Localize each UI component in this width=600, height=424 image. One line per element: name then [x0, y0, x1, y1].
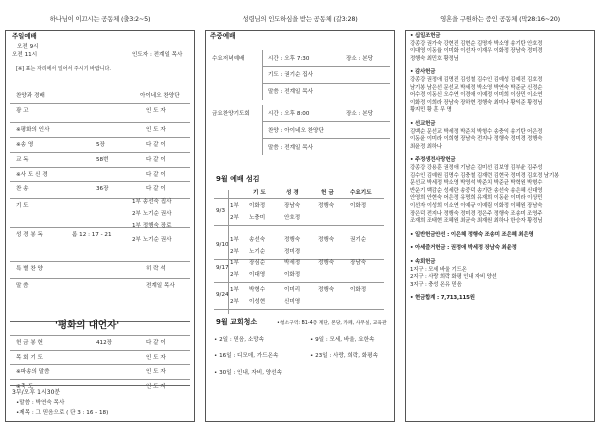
- row-divider: [10, 385, 190, 386]
- offering-section: [410, 121, 588, 151]
- offering-names: 3지구 : 충성 온유 믿음: [410, 281, 462, 288]
- order-item-value: 2부 노기순 권사: [132, 237, 172, 243]
- duty-date: 9/3: [216, 208, 226, 214]
- offering-names: 김수인 김예원 김명수 김충철 김재련 김현국 정미경 김호정 남기봉: [410, 172, 560, 179]
- offering-section: [410, 245, 588, 253]
- offering-title: • 현금합계 : 7,713,115원: [410, 295, 475, 302]
- duty-header-offering: 헌 금: [321, 190, 334, 196]
- order-item-value: 2부 노기순 권사: [132, 211, 172, 217]
- fri-praise: 찬양 : 아이네오 찬양단: [268, 128, 324, 134]
- clean-item: • 16일 : 디모데, 가드온속: [214, 353, 279, 359]
- offering-names: 이선자 이성희 이소연 이예규 이예림 이화정 이혜원 장남숙: [410, 202, 543, 209]
- duty-cell: 1부: [230, 203, 239, 209]
- row-divider: [10, 181, 190, 182]
- offering-names: 황지민 황 훈 무 명: [410, 107, 452, 114]
- wed-service-name: 수요저녁예배: [212, 56, 245, 62]
- order-item-label: ※사 도 신 경: [16, 172, 48, 178]
- offering-names: 안영희 안현숙 어은정 유명희 유재희 이동윤 이미라 이상민: [410, 195, 543, 202]
- offering-names: 문선교 박세정 박소영 박영석 박준치 박준균 박혁원 박형수: [410, 180, 543, 187]
- offering-names: 조재희 조태현 조혜원 최균숙 최재원 최하나 한승자 황정님: [410, 218, 543, 225]
- row-divider: [10, 350, 190, 351]
- afternoon-title: •제목 : 그 믿음으로 ( 단 3 : 16 - 18): [16, 410, 109, 416]
- duty-date: 9/10: [216, 242, 229, 248]
- duty-header-wed: 수요기도: [350, 190, 372, 196]
- order-item-value: 인 도 자: [146, 127, 166, 133]
- duty-cell: 정행숙: [318, 203, 335, 209]
- row-divider: [10, 261, 190, 262]
- row-divider: [10, 278, 190, 279]
- duty-date: 9/17: [216, 265, 229, 271]
- duty-cell: 이화정: [350, 203, 367, 209]
- order-item-value: 인 도 자: [146, 369, 166, 375]
- clean-note: •청소구역: B1-4층 계단, 본당, 카페, 사무실, 교육관: [277, 321, 387, 326]
- row-divider: [10, 122, 190, 123]
- order-item-label: ※축 도: [16, 384, 34, 390]
- fri-service-name: 금요찬양기도회: [212, 111, 250, 117]
- duty-cell: 1부: [230, 260, 239, 266]
- praise-team: 아이네오 찬양단: [140, 93, 180, 99]
- col1-header: 하나님이 이끄시는 공동체 (출3:2~5): [49, 15, 151, 23]
- offering-section: [410, 69, 588, 115]
- praise-label: 찬양과 경배: [16, 93, 45, 99]
- fri-word: 말씀 : 전계일 목사: [268, 145, 314, 151]
- col-divider: [228, 190, 229, 314]
- order-item-value: 5장: [96, 142, 105, 148]
- duty-date: 9/24: [216, 292, 229, 298]
- offering-section: [410, 259, 588, 289]
- offering-names: 최윤정 최하나: [410, 143, 442, 150]
- duty-cell: 박형수: [249, 287, 266, 293]
- order-item-label: ※송 영: [16, 142, 34, 148]
- order-item-value: 인 도 자: [146, 108, 166, 114]
- order-item-value: 전계일 목사: [146, 283, 175, 289]
- duty-cell: 장심순: [249, 260, 266, 266]
- sermon-title: '평화의 대언자': [55, 320, 120, 331]
- offering-column: [400, 0, 600, 424]
- order-item-label: ※파송의 말씀: [16, 369, 50, 375]
- duty-cell: 장남숙: [350, 260, 367, 266]
- offering-names: 김백순 문선교 박세정 박준치 박형수 송충익 송기탄 어은정: [410, 128, 543, 135]
- duty-cell: 이대영: [249, 272, 266, 278]
- order-item-label: 광 고: [16, 108, 29, 114]
- duty-cell: 노기순: [249, 249, 266, 255]
- offering-title: • 아세즐거헌금 : 권정애 박세정 장남숙 최윤정: [410, 245, 517, 252]
- duty-cell: 이미리: [284, 287, 301, 293]
- clean-item: • 9일 : 모세, 바울, 요한속: [310, 337, 375, 343]
- duty-cell: 이화정: [284, 272, 301, 278]
- row-divider: [10, 167, 190, 168]
- offering-names: 이동윤 이미라 이희형 장남숙 전지나 정행숙 정미경 정행숙: [410, 136, 543, 143]
- duty-cell: 1부: [230, 287, 239, 293]
- row-divider: [10, 379, 190, 380]
- duty-cell: 정행숙: [284, 237, 301, 243]
- duty-cell: 정행숙: [318, 260, 335, 266]
- duty-header-prayer: 기 도: [253, 190, 266, 196]
- weekday-column: [200, 0, 400, 424]
- order-item-value: 인 도 자: [146, 384, 166, 390]
- afternoon-service: 3부/오후 1시30분: [12, 389, 61, 396]
- duty-cell: 송선숙: [249, 237, 266, 243]
- offering-names: 강종강 권가숙 강현진 김현순 김명자 박소영 송기탄 안호정: [410, 40, 543, 47]
- wed-time: 시간 : 오후 7:30: [268, 56, 310, 62]
- row-divider: [10, 335, 190, 336]
- offering-names: 1지구 : 모세 바울 기드온: [410, 266, 467, 273]
- row-divider: [214, 309, 384, 310]
- duty-cell: 2부: [230, 249, 239, 255]
- col3-header: 영혼을 구원하는 증인 공동체 (막28:16~20): [440, 15, 560, 23]
- clean-title: 9월 교회청소: [216, 318, 258, 326]
- offering-names: 반운기 백감순 성세란 송중덕 송기란 송선숙 송은혜 신대영: [410, 187, 543, 194]
- offering-section: [410, 232, 588, 240]
- order-item-value: 히 락 석: [146, 266, 166, 272]
- offering-names: 이대영 이동율 이미화 이선자 이재우 이화정 장남숙 정미경: [410, 48, 543, 55]
- duty-cell: 정행숙: [318, 237, 335, 243]
- duty-cell: 노충미: [249, 215, 266, 221]
- stand-note: [※] 표는 자리에서 일어서 주시기 바랍니다.: [16, 66, 111, 72]
- order-item-value: 인 도 자: [146, 355, 166, 361]
- offering-section: [410, 295, 588, 303]
- offering-names: 남기봉 남은선 문선교 박세정 박소영 박연숙 박준균 신정순: [410, 84, 543, 91]
- service-time-1: 오전 9시: [17, 44, 39, 50]
- row-divider: [10, 103, 190, 104]
- offering-title: • 십일조헌금: [410, 33, 441, 39]
- clean-item: • 30일 : 인내, 자비, 양선속: [214, 370, 282, 376]
- order-item-value: 다 같 이: [146, 340, 166, 346]
- duty-cell: 이화정: [249, 203, 266, 209]
- order-item-label: 찬 송: [16, 186, 29, 192]
- offering-names: 장은덕 전지나 정행숙 정미경 정은주 정행숙 조송미 조영주: [410, 210, 543, 217]
- row-divider: [10, 137, 190, 138]
- order-item-value: 36장: [96, 186, 109, 192]
- clean-item: • 23일 : 사랑, 희락, 화평속: [310, 353, 378, 359]
- order-item-value: 다 같 이: [146, 142, 166, 148]
- order-item-value: 롬 12 : 17 - 21: [72, 232, 112, 238]
- order-item-label: 성 경 봉 독: [16, 232, 43, 238]
- row-divider: [214, 282, 384, 283]
- service-title: 주일예배: [12, 32, 37, 40]
- duty-cell: 2부: [230, 272, 239, 278]
- fri-place: 장소 : 본당: [346, 111, 374, 117]
- weekday-title: 주중예배: [210, 32, 236, 40]
- worship-order-column: [0, 0, 200, 424]
- duty-cell: 2부: [230, 215, 239, 221]
- order-item-label: 기 도: [16, 203, 29, 209]
- order-item-value: 58번: [96, 157, 109, 163]
- offering-names: 강종강 강용훈 권정애 기남순 김미선 김보영 김부윤 김주성: [410, 164, 543, 171]
- wed-prayer: 기도 : 권기순 집사: [268, 72, 314, 78]
- offering-title: • 주정생전사랑헌금: [410, 157, 456, 164]
- offering-title: • 속회헌금: [410, 259, 436, 265]
- duty-cell: 정미경: [284, 249, 301, 255]
- order-item-label: 헌 금 봉 헌: [16, 340, 43, 346]
- row-divider: [10, 364, 190, 365]
- duty-cell: 안호정: [284, 215, 301, 221]
- offering-section: [410, 157, 588, 225]
- duty-cell: 이화정: [350, 287, 367, 293]
- offering-names: 정행숙 최민호 황정님: [410, 55, 459, 62]
- order-item-value: 다 같 이: [146, 157, 166, 163]
- duty-cell: 1부: [230, 237, 239, 243]
- offering-names: 이화정 이희라 장남숙 장하현 정행숙 최미나 황익준 황정님: [410, 99, 543, 106]
- order-item-value: 412장: [96, 340, 113, 346]
- duty-cell: 정행숙: [318, 287, 335, 293]
- offering-title: • 감사헌금: [410, 69, 436, 76]
- offering-title: • 일반헌금안선 : 이은혜 정행숙 조송미 조은혜 최은영: [410, 231, 534, 238]
- offering-title: • 선교헌금: [410, 121, 436, 127]
- duty-header-scripture: 성 경: [286, 190, 299, 196]
- clean-item: • 2일 : 믿음, 소망속: [214, 337, 265, 343]
- order-item-value: 다 같 이: [146, 186, 166, 192]
- order-item-value: 1부 정행숙 장로: [132, 223, 172, 229]
- duty-cell: 장남숙: [284, 203, 301, 209]
- row-divider: [10, 152, 190, 153]
- afternoon-preacher: •말씀 : 박연숙 목사: [16, 400, 65, 406]
- offering-names: 강종강 권정애 김명진 김성철 김수인 김예성 김예진 김호정: [410, 76, 543, 83]
- wed-word: 말씀 : 전계일 목사: [268, 89, 314, 95]
- fri-time: 시간 : 오후 8:00: [268, 111, 310, 117]
- duty-cell: 박세정: [284, 260, 301, 266]
- duty-cell: 신미영: [284, 299, 301, 305]
- duty-cell: 2부: [230, 299, 239, 305]
- service-time-2: 오전 11시: [12, 52, 38, 58]
- duty-title: 9월 예배 섬김: [216, 175, 260, 183]
- offering-names: 어수경 이동신 오수연 이경애 이예정 이미희 이상민 이소연: [410, 92, 543, 99]
- duty-cell: 권기순: [350, 237, 367, 243]
- col2-header: 성령님의 인도하심을 받는 공동체 (갈3:28): [242, 15, 358, 23]
- wed-place: 장소 : 본당: [346, 56, 374, 62]
- order-item-label: 말 씀: [16, 283, 29, 289]
- order-item-value: 1부 송선숙 집사: [132, 199, 172, 205]
- order-item-label: 특 별 찬 양: [16, 266, 43, 272]
- offering-names: 2지구 : 사랑 희락 화평 인내 자비 양선: [410, 274, 497, 281]
- service-leader: 인도자 : 전계일 목사: [132, 52, 183, 58]
- offering-section: [410, 33, 588, 63]
- order-item-label: 목 회 기 도: [16, 355, 43, 361]
- order-item-label: ※평화의 인사: [16, 127, 50, 133]
- row-divider: [214, 225, 384, 226]
- order-item-value: 다 같 이: [146, 172, 166, 178]
- order-item-label: 교 독: [16, 157, 29, 163]
- duty-cell: 이성현: [249, 299, 266, 305]
